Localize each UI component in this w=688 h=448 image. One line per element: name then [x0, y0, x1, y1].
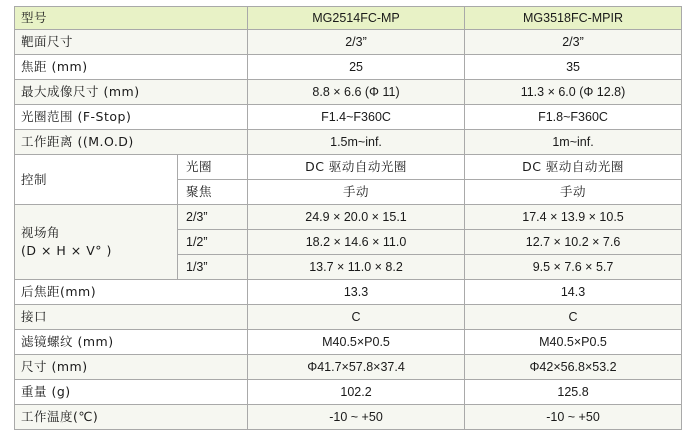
sub-label: 1/3”: [178, 255, 248, 280]
sub-label: 2/3”: [178, 205, 248, 230]
table-row: [15, 205, 682, 230]
row-label: [15, 205, 178, 280]
lens-spec-table: [14, 6, 682, 430]
table-row: [15, 130, 682, 155]
cell-value: 12.7 × 10.2 × 7.6: [465, 230, 682, 255]
row-label: 工作距离 ((M.O.D): [15, 130, 248, 155]
table-row: [15, 405, 682, 430]
cell-value: DC 驱动自动光圈: [465, 155, 682, 180]
table-row: [15, 330, 682, 355]
row-label: 光圈范围 (F-Stop): [15, 105, 248, 130]
sub-label: 聚焦: [178, 180, 248, 205]
row-label: 焦距 (mm): [15, 55, 248, 80]
row-label: 接口: [15, 305, 248, 330]
table-row: [15, 30, 682, 55]
cell-value: -10 ~ +50: [465, 405, 682, 430]
table-row: [15, 305, 682, 330]
cell-value: 2/3”: [465, 30, 682, 55]
row-label: 靶面尺寸: [15, 30, 248, 55]
cell-value: C: [465, 305, 682, 330]
model-a-header: MG2514FC-MP: [248, 7, 465, 30]
row-label: 工作温度(℃): [15, 405, 248, 430]
sub-label: 1/2”: [178, 230, 248, 255]
cell-value: 8.8 × 6.6 (Φ 11): [248, 80, 465, 105]
cell-value: 35: [465, 55, 682, 80]
header-row: [15, 7, 682, 30]
cell-value: 11.3 × 6.0 (Φ 12.8): [465, 80, 682, 105]
table-row: [15, 380, 682, 405]
cell-value: 13.7 × 11.0 × 8.2: [248, 255, 465, 280]
view-angle-unit: (D × H × V° ): [21, 243, 112, 258]
row-label: 尺寸 (mm): [15, 355, 248, 380]
cell-value: 9.5 × 7.6 × 5.7: [465, 255, 682, 280]
row-label: 后焦距(mm): [15, 280, 248, 305]
cell-value: Φ41.7×57.8×37.4: [248, 355, 465, 380]
cell-value: 1m~inf.: [465, 130, 682, 155]
cell-value: 13.3: [248, 280, 465, 305]
cell-value: 手动: [465, 180, 682, 205]
cell-value: M40.5×P0.5: [248, 330, 465, 355]
cell-value: 25: [248, 55, 465, 80]
cell-value: -10 ~ +50: [248, 405, 465, 430]
row-label: 滤镜螺纹 (mm): [15, 330, 248, 355]
cell-value: 125.8: [465, 380, 682, 405]
cell-value: Φ42×56.8×53.2: [465, 355, 682, 380]
cell-value: 2/3”: [248, 30, 465, 55]
cell-value: F1.4~F360C: [248, 105, 465, 130]
cell-value: M40.5×P0.5: [465, 330, 682, 355]
cell-value: C: [248, 305, 465, 330]
model-b-header: MG3518FC-MPIR: [465, 7, 682, 30]
table-row: [15, 55, 682, 80]
cell-value: 1.5m~inf.: [248, 130, 465, 155]
table-row: [15, 155, 682, 180]
cell-value: 14.3: [465, 280, 682, 305]
cell-value: 17.4 × 13.9 × 10.5: [465, 205, 682, 230]
row-label: 重量 (g): [15, 380, 248, 405]
view-angle-label: 视场角: [21, 225, 61, 240]
row-label: 最大成像尺寸 (mm): [15, 80, 248, 105]
cell-value: F1.8~F360C: [465, 105, 682, 130]
cell-value: 102.2: [248, 380, 465, 405]
cell-value: DC 驱动自动光圈: [248, 155, 465, 180]
cell-value: 手动: [248, 180, 465, 205]
row-label: 控制: [15, 155, 178, 205]
table-row: [15, 80, 682, 105]
table-row: [15, 105, 682, 130]
header-label: 型号: [15, 7, 248, 30]
cell-value: 18.2 × 14.6 × 11.0: [248, 230, 465, 255]
table-row: [15, 280, 682, 305]
cell-value: 24.9 × 20.0 × 15.1: [248, 205, 465, 230]
table-row: [15, 355, 682, 380]
sub-label: 光圈: [178, 155, 248, 180]
